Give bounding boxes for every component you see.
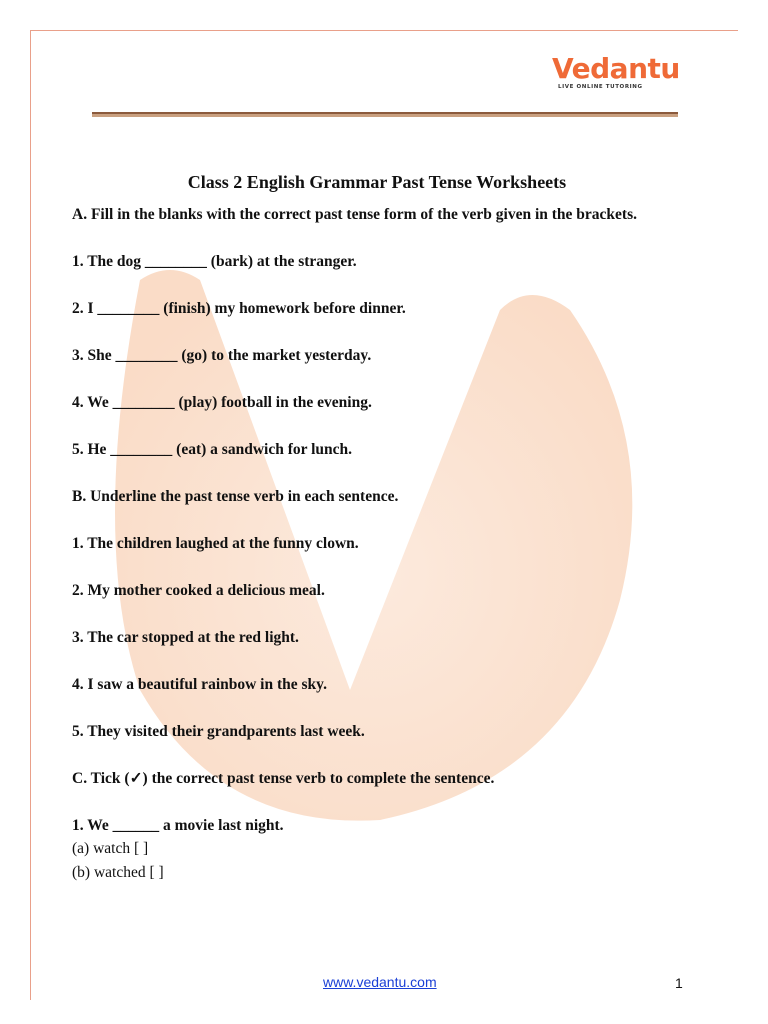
- section-c-instruction: C. Tick (✓) the correct past tense verb to complete the sentence.: [72, 770, 495, 787]
- section-a-item: 1. The dog ________ (bark) at the stranger.: [72, 253, 357, 270]
- section-c-option: (b) watched [ ]: [72, 864, 164, 881]
- section-a-item: 4. We ________ (play) football in the evening.: [72, 394, 372, 411]
- worksheet-content: [72, 172, 682, 885]
- page-number: 1: [675, 975, 683, 991]
- section-a-item: 3. She ________ (go) to the market yesterday.: [72, 347, 372, 364]
- section-c-option: (a) watch [ ]: [72, 840, 149, 857]
- section-b-item: 2. My mother cooked a delicious meal.: [72, 582, 325, 599]
- logo-wordmark: Vedantu: [552, 52, 680, 85]
- section-b-item: 1. The children laughed at the funny clown.: [72, 535, 359, 552]
- section-c-question: 1. We ______ a movie last night.: [72, 817, 284, 834]
- footer-website-link[interactable]: www.vedantu.com: [323, 974, 437, 990]
- section-b-item: 4. I saw a beautiful rainbow in the sky.: [72, 676, 327, 693]
- section-b-instruction: B. Underline the past tense verb in each sentence.: [72, 488, 399, 505]
- section-b-item: 3. The car stopped at the red light.: [72, 629, 299, 646]
- section-a-instruction: A. Fill in the blanks with the correct past tense form of the verb given in the brackets.: [72, 206, 637, 223]
- page-title: Class 2 English Grammar Past Tense Worksheets: [187, 172, 567, 192]
- section-a-item: 5. He ________ (eat) a sandwich for lunch.: [72, 441, 353, 458]
- logo-tagline: LIVE ONLINE TUTORING: [558, 84, 643, 90]
- section-a-item: 2. I ________ (finish) my homework before dinner.: [72, 300, 406, 317]
- header-divider: [92, 112, 678, 117]
- section-b-item: 5. They visited their grandparents last week.: [72, 723, 365, 740]
- vedantu-logo: [552, 52, 680, 90]
